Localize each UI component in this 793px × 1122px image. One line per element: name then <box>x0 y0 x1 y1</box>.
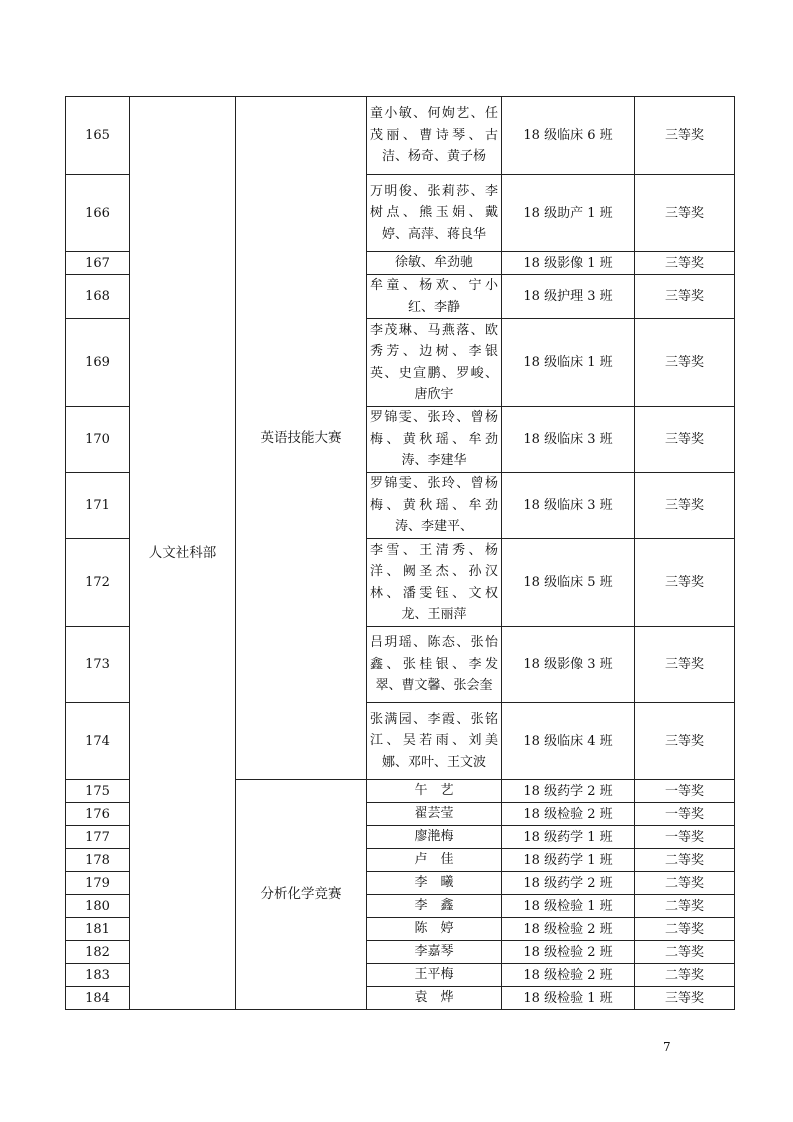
award-level: 三等奖 <box>635 627 735 703</box>
row-number: 169 <box>66 319 130 407</box>
class-name: 18 级临床 3 班 <box>502 473 635 539</box>
class-name: 18 级检验 2 班 <box>502 803 635 826</box>
student-names: 翟芸莹 <box>367 803 502 826</box>
row-number: 179 <box>66 872 130 895</box>
award-level: 二等奖 <box>635 964 735 987</box>
award-level: 三等奖 <box>635 987 735 1010</box>
student-names: 张满园、李霞、张铭江、吴若雨、刘美娜、邓叶、王文波 <box>367 703 502 780</box>
award-level: 一等奖 <box>635 803 735 826</box>
row-number: 182 <box>66 941 130 964</box>
student-names: 徐敏、牟劲驰 <box>367 252 502 275</box>
row-number: 184 <box>66 987 130 1010</box>
class-name: 18 级临床 1 班 <box>502 319 635 407</box>
award-level: 三等奖 <box>635 473 735 539</box>
award-level: 三等奖 <box>635 703 735 780</box>
row-number: 166 <box>66 175 130 252</box>
row-number: 174 <box>66 703 130 780</box>
row-number: 177 <box>66 826 130 849</box>
class-name: 18 级检验 2 班 <box>502 918 635 941</box>
award-level: 二等奖 <box>635 918 735 941</box>
student-names: 牟童、杨欢、宁小红、李静 <box>367 275 502 319</box>
award-level: 一等奖 <box>635 826 735 849</box>
row-number: 168 <box>66 275 130 319</box>
award-level: 二等奖 <box>635 895 735 918</box>
class-name: 18 级药学 2 班 <box>502 872 635 895</box>
row-number: 172 <box>66 539 130 627</box>
student-names: 罗锦雯、张玲、曾杨梅、黄秋瑶、牟劲涛、李建平、 <box>367 473 502 539</box>
award-level: 二等奖 <box>635 941 735 964</box>
award-level: 三等奖 <box>635 175 735 252</box>
class-name: 18 级临床 4 班 <box>502 703 635 780</box>
class-name: 18 级影像 3 班 <box>502 627 635 703</box>
row-number: 183 <box>66 964 130 987</box>
class-name: 18 级检验 1 班 <box>502 987 635 1010</box>
award-level: 一等奖 <box>635 780 735 803</box>
class-name: 18 级临床 3 班 <box>502 407 635 473</box>
student-names: 陈 婷 <box>367 918 502 941</box>
class-name: 18 级药学 1 班 <box>502 849 635 872</box>
class-name: 18 级临床 6 班 <box>502 97 635 175</box>
page-number: 7 <box>663 1040 671 1054</box>
row-number: 178 <box>66 849 130 872</box>
row-number: 175 <box>66 780 130 803</box>
award-table <box>65 96 735 1010</box>
row-number: 176 <box>66 803 130 826</box>
competition-cell: 英语技能大赛 <box>236 97 367 780</box>
student-names: 罗锦雯、张玲、曾杨梅、黄秋瑶、牟劲涛、李建华 <box>367 407 502 473</box>
row-number: 167 <box>66 252 130 275</box>
award-level: 三等奖 <box>635 275 735 319</box>
award-level: 二等奖 <box>635 872 735 895</box>
student-names: 童小敏、何姁艺、任茂丽、曹诗琴、古洁、杨奇、黄子杨 <box>367 97 502 175</box>
student-names: 李雪、王清秀、杨洋、阙圣杰、孙汉林、潘雯钰、文权龙、王丽萍 <box>367 539 502 627</box>
class-name: 18 级影像 1 班 <box>502 252 635 275</box>
student-names: 吕玥瑶、陈态、张怡鑫、张桂银、李发翠、曹文馨、张会奎 <box>367 627 502 703</box>
student-names: 李 曦 <box>367 872 502 895</box>
row-number: 165 <box>66 97 130 175</box>
row-number: 180 <box>66 895 130 918</box>
row-number: 181 <box>66 918 130 941</box>
class-name: 18 级临床 5 班 <box>502 539 635 627</box>
award-level: 三等奖 <box>635 319 735 407</box>
student-names: 午 艺 <box>367 780 502 803</box>
student-names: 万明俊、张莉莎、李树点、熊玉娟、戴婷、高萍、蒋良华 <box>367 175 502 252</box>
student-names: 王平梅 <box>367 964 502 987</box>
student-names: 袁 烨 <box>367 987 502 1010</box>
row-number: 171 <box>66 473 130 539</box>
class-name: 18 级检验 2 班 <box>502 964 635 987</box>
student-names: 李嘉琴 <box>367 941 502 964</box>
award-level: 三等奖 <box>635 252 735 275</box>
student-names: 卢 佳 <box>367 849 502 872</box>
department-cell: 人文社科部 <box>130 97 236 1010</box>
student-names: 李茂琳、马燕落、欧秀芳、边树、李银英、史宣鹏、罗峻、唐欣宇 <box>367 319 502 407</box>
class-name: 18 级助产 1 班 <box>502 175 635 252</box>
award-level: 二等奖 <box>635 849 735 872</box>
row-number: 173 <box>66 627 130 703</box>
award-level: 三等奖 <box>635 539 735 627</box>
student-names: 李 鑫 <box>367 895 502 918</box>
award-level: 三等奖 <box>635 407 735 473</box>
class-name: 18 级检验 1 班 <box>502 895 635 918</box>
row-number: 170 <box>66 407 130 473</box>
class-name: 18 级检验 2 班 <box>502 941 635 964</box>
class-name: 18 级药学 2 班 <box>502 780 635 803</box>
student-names: 廖滟梅 <box>367 826 502 849</box>
award-level: 三等奖 <box>635 97 735 175</box>
class-name: 18 级药学 1 班 <box>502 826 635 849</box>
competition-cell: 分析化学竞赛 <box>236 780 367 1010</box>
class-name: 18 级护理 3 班 <box>502 275 635 319</box>
